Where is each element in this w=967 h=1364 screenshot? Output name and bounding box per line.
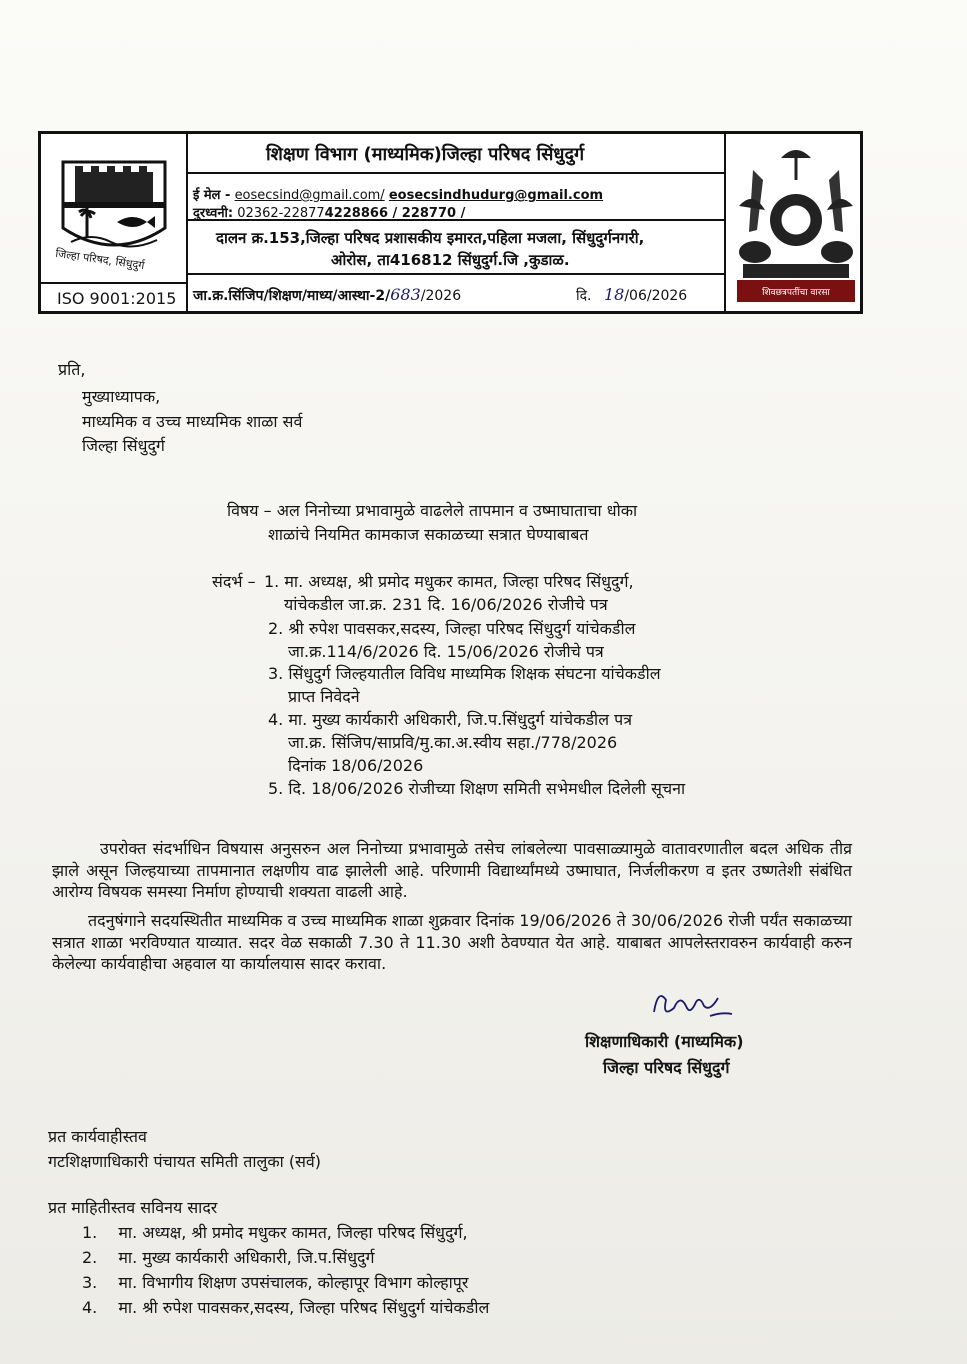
reference-item: 4. मा. मुख्य कार्यकारी अधिकारी, जि.प.सिंधुदुर्ग यांचेकडील पत्र [268,710,633,729]
department-title: शिक्षण विभाग (माध्यमिक)जिल्हा परिषद सिंधुदुर्ग [266,144,585,165]
signature-scribble [640,982,740,1026]
item-text: मा. श्री रुपेश पावसकर,सदस्य, जिल्हा परिषद सिंधुदुर्ग यांचेकडील [118,1298,490,1317]
address-line: दालन क्र.153,जिल्हा परिषद प्रशासकीय इमारत,पहिला मजला, सिंधुदुर्गनगरी, [216,229,645,247]
reference-item: 2. श्री रुपेश पावसकर,सदस्य, जिल्हा परिषद सिंधुदुर्ग यांचेकडील [268,619,636,638]
reference-item: 3. सिंधुदुर्ग जिल्हयातील विविध माध्यमिक शिक्षक संघटना यांचेकडील [268,664,661,683]
item-number: 4. [82,1298,98,1317]
email-link[interactable]: eosecsind@gmail.com/ [234,188,385,203]
reference-item: 5. दि. 18/06/2026 रोजीच्या शिक्षण समिती सभेमधील दिलेली सूचना [268,779,686,798]
item-text: मा. विभागीय शिक्षण उपसंचालक, कोल्हापूर विभाग कोल्हापूर [118,1273,469,1292]
date-label: दि. [576,288,592,304]
divider [186,172,726,174]
zp-logo [51,142,177,278]
phone-label: दुरध्वनी: [193,206,234,221]
phone-number: 02362-22877 [237,206,325,221]
date-suffix: /06/2026 [624,288,688,304]
recipient-line: मुख्याध्यापक, [82,387,161,406]
emblem-caption: शिवछत्रपतींचा वारसा [762,288,830,298]
paragraph-text: तदनुषंगाने सदयस्थितीत माध्यमिक व उच्च माध्यमिक शाळा शुक्रवार दिनांक 19/06/2026 ते 30/06/2026 रोजी पर्यंत सकाळच्या सत्रात शाळा भरविण्यात याव्यात. सदर वेळ सकाळी 7.30 ते 11.30 अशी ठेवण्यात येत आहे. याबाबत आपलेस्तरावरुन कार्यवाही करुन केलेल्या कार्यवाहीचा अहवाल या कार्यालयास सादर करावा. [52,911,852,973]
letterhead [38,131,863,314]
reference-item: जा.क्र. सिंजिप/साप्रवि/मु.का.अ.स्वीय सहा./778/2026 [288,733,618,752]
email-link[interactable]: eosecsindhudurg@gmail.com [388,188,604,203]
signatory-office: जिल्हा परिषद सिंधुदुर्ग [603,1058,730,1077]
item-number: 1. [82,1223,98,1242]
ref-suffix: /2026 [420,288,462,304]
copy-info-heading: प्रत माहितीस्तव सविनय सादर [48,1198,218,1217]
email-label: ई मेल - [193,188,231,203]
reference-item: यांचेकडील जा.क्र. 231 दि. 16/06/2026 रोजीचे पत्र [284,595,608,614]
body-paragraph [52,838,852,903]
divider [724,134,726,311]
reference-number [193,285,461,305]
email-row [193,185,603,203]
reference-item: दिनांक 18/06/2026 [288,756,424,775]
prati: प्रति, [58,360,86,379]
date-handwritten: 18 [603,285,625,304]
subject-line: शाळांचे नियमित कामकाज सकाळच्या सत्रात घेण्याबाबत [268,525,589,544]
address-line: ओरोस, ता416812 सिंधुदुर्ग.जि ,कुडाळ. [331,251,570,269]
paragraph-text: उपरोक्त संदर्भाधिन विषयास अनुसरुन अल निनोच्या प्रभावामुळे तसेच लांबलेल्या पावसाळ्यामुळे वातावरणातील बदल अधिक तीव्र झाले असून जिल्हयाच्या तापमानात लक्षणीय वाढ झालेली आहे. परिणामी विद्यार्थ्यांमध्ये उष्माघात, निर्जलीकरण व इतर उष्णतेशी संबंधित आरोग्य विषयक समस्या निर्माण होण्याची शक्यता वाढली आहे. [52,839,852,901]
copy-info-item [82,1246,375,1268]
phone-number-extra: 4228866 / 228770 / [324,206,466,221]
body-paragraph [52,910,852,975]
item-number: 2. [82,1248,98,1267]
letter-date [576,285,687,305]
ref-handwritten: 683 [390,285,421,304]
item-number: 3. [82,1273,98,1292]
recipient-line: माध्यमिक व उच्च माध्यमिक शाळा सर्व [82,412,303,431]
item-text: मा. अध्यक्ष, श्री प्रमोद मधुकर कामत, जिल्हा परिषद सिंधुदुर्ग, [118,1223,468,1242]
royal-emblem-icon [733,140,859,306]
copy-info-item [82,1221,468,1243]
subject-line: विषय – अल निनोच्या प्रभावामुळे वाढलेले तापमान व उष्माघाताचा धोका [227,501,638,520]
reference-item: 1. मा. अध्यक्ष, श्री प्रमोद मधुकर कामत, जिल्हा परिषद सिंधुदुर्ग, [264,572,634,591]
recipient-line: जिल्हा सिंधुदुर्ग [82,436,165,455]
item-text: मा. मुख्य कार्यकारी अधिकारी, जि.प.सिंधुदुर्ग [118,1248,375,1267]
phone-row [193,203,465,221]
divider [186,273,726,275]
ref-prefix: जा.क्र.सिंजिप/शिक्षण/माध्य/आस्था-2/ [193,288,391,304]
copy-action-line: गटशिक्षणाधिकारी पंचायत समिती तालुका (सर्व) [48,1152,322,1171]
reference-item: जा.क्र.114/6/2026 दि. 15/06/2026 रोजीचे पत्र [288,642,604,661]
signatory-title: शिक्षणाधिकारी (माध्यमिक) [585,1032,744,1051]
copy-info-item [82,1296,489,1318]
emblem [733,140,859,306]
divider [186,134,188,311]
copy-action-heading: प्रत कार्यवाहीस्तव [48,1127,147,1146]
references-label: संदर्भ – [212,572,256,591]
reference-item: प्राप्त निवेदने [288,687,360,706]
iso-certification: ISO 9001:2015 [57,289,177,308]
copy-info-item [82,1271,468,1293]
divider [41,282,188,284]
logo-caption: जिल्हा परिषद, सिंधुदुर्ग [54,246,146,273]
